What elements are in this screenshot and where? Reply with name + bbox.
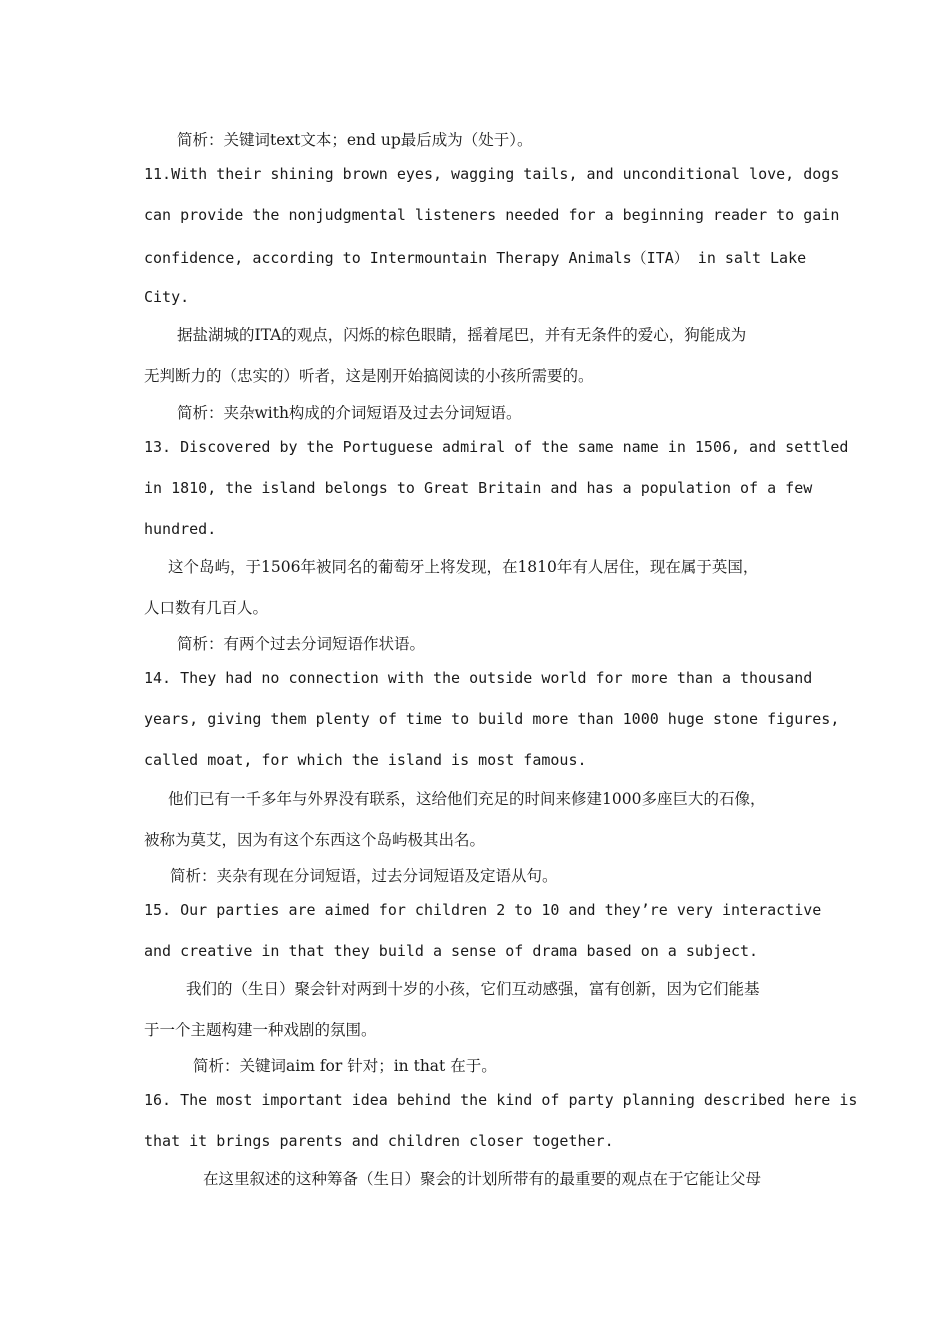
english-sentence-11-line-1: 11.With their shining brown eyes, wagging tails, and unconditional love, dogs	[144, 165, 840, 183]
chinese-translation-15-line-1: 我们的（生日）聚会针对两到十岁的小孩，它们互动感强，富有创新，因为它们能基	[186, 980, 760, 998]
analysis-note-15: 简析：关键词aim for 针对；in that 在于。	[193, 1057, 497, 1075]
analysis-note-10: 简析：关键词text文本；end up最后成为（处于）。	[177, 131, 533, 149]
english-sentence-16-line-1: 16. The most important idea behind the kind of party planning described here is	[144, 1091, 858, 1109]
english-sentence-11-line-3: confidence, according to Intermountain Therapy Animals（ITA） in salt Lake	[144, 249, 807, 267]
chinese-translation-14-line-1: 他们已有一千多年与外界没有联系，这给他们充足的时间来修建1000多座巨大的石像，	[168, 790, 766, 808]
english-sentence-13-line-1: 13. Discovered by the Portuguese admiral of the same name in 1506, and settled	[144, 438, 849, 456]
chinese-translation-11-line-1: 据盐湖城的ITA的观点，闪烁的棕色眼睛，摇着尾巴，并有无条件的爱心，狗能成为	[177, 326, 747, 344]
analysis-note-13: 简析：有两个过去分词短语作状语。	[177, 635, 426, 653]
english-sentence-14-line-3: called moat, for which the island is most famous.	[144, 751, 587, 769]
chinese-translation-13-line-1: 这个岛屿，于1506年被同名的葡萄牙上将发现，在1810年有人居住，现在属于英国，	[168, 558, 759, 576]
chinese-translation-15-line-2: 于一个主题构建一种戏剧的氛围。	[144, 1021, 377, 1039]
english-sentence-16-line-2: that it brings parents and children closer together.	[144, 1132, 614, 1150]
chinese-translation-11-line-2: 无判断力的（忠实的）听者，这是刚开始搞阅读的小孩所需要的。	[144, 367, 594, 385]
english-sentence-14-line-1: 14. They had no connection with the outside world for more than a thousand	[144, 669, 813, 687]
english-sentence-13-line-3: hundred.	[144, 520, 217, 538]
english-sentence-11-line-4: City.	[144, 288, 190, 306]
english-sentence-11-line-2: can provide the nonjudgmental listeners needed for a beginning reader to gain	[144, 206, 840, 224]
english-sentence-15-line-1: 15. Our parties are aimed for children 2 to 10 and they’re very interactive	[144, 901, 822, 919]
chinese-translation-16-line-1: 在这里叙述的这种筹备（生日）聚会的计划所带有的最重要的观点在于它能让父母	[203, 1170, 762, 1188]
analysis-note-11: 简析：夹杂with构成的介词短语及过去分词短语。	[177, 404, 522, 422]
analysis-note-14: 简析：夹杂有现在分词短语，过去分词短语及定语从句。	[170, 867, 558, 885]
chinese-translation-14-line-2: 被称为莫艾，因为有这个东西这个岛屿极其出名。	[144, 831, 486, 849]
english-sentence-13-line-2: in 1810, the island belongs to Great Britain and has a population of a few	[144, 479, 813, 497]
english-sentence-15-line-2: and creative in that they build a sense of drama based on a subject.	[144, 942, 759, 960]
english-sentence-14-line-2: years, giving them plenty of time to build more than 1000 huge stone figures,	[144, 710, 840, 728]
chinese-translation-13-line-2: 人口数有几百人。	[144, 599, 269, 617]
